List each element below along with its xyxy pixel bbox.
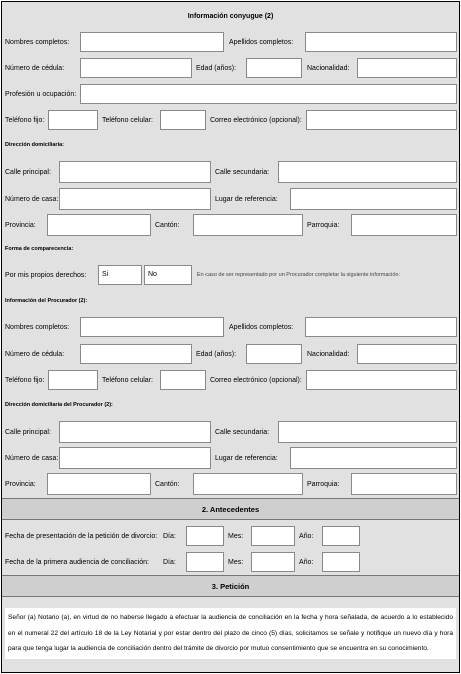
spouse-profession-row [2, 82, 459, 106]
attorney-main-street-label: Calle principal: [5, 428, 51, 436]
spouse-canton-label: Cantón: [155, 221, 180, 229]
attorney-phone-label: Teléfono fijo: [5, 376, 45, 384]
hearing-year-input[interactable] [322, 552, 360, 572]
attorney-house-input[interactable] [59, 447, 211, 469]
spouse-main-street-input[interactable] [59, 161, 211, 183]
divorce-form [1, 1, 460, 673]
appearance-title: Forma de comparecencia: [5, 246, 74, 252]
hearing-date-row [2, 550, 459, 574]
no-label: No [148, 271, 157, 278]
hearing-day-input[interactable] [186, 552, 224, 572]
spouse-section-title: Información conyugue (2) [187, 12, 274, 20]
attorney-id-row [2, 342, 459, 366]
attorney-surnames-input[interactable] [305, 317, 457, 337]
attorney-parish-input[interactable] [351, 473, 457, 495]
spouse-email-input[interactable] [306, 110, 457, 130]
spouse-location-row [2, 212, 459, 238]
petition-year-input[interactable] [322, 526, 360, 546]
attorney-streets-row [2, 419, 459, 445]
attorney-canton-input[interactable] [193, 473, 303, 495]
spouse-streets-row [2, 159, 459, 185]
attorney-age-input[interactable] [246, 344, 302, 364]
spouse-email-label: Correo electrónico (opcional): [210, 116, 302, 124]
attorney-phone-input[interactable] [48, 370, 98, 390]
hearing-month-label: Mes: [228, 558, 244, 566]
spouse-house-label: Número de casa: [5, 195, 58, 203]
spouse-profession-label: Profesión u ocupación: [5, 90, 77, 98]
spouse-address-header [2, 135, 459, 155]
spouse-parish-label: Parroquia: [307, 221, 340, 229]
attorney-location-row [2, 471, 459, 497]
attorney-full-names-input[interactable] [80, 317, 224, 337]
attorney-province-input[interactable] [47, 473, 151, 495]
spouse-surnames-label: Apellidos completos: [229, 38, 294, 46]
spouse-nationality-input[interactable] [357, 58, 457, 78]
spouse-surnames-input[interactable] [305, 32, 457, 52]
yes-option[interactable] [98, 265, 142, 285]
attorney-mobile-input[interactable] [160, 370, 206, 390]
attorney-note: En caso de ser representado por un Procurador completar la siguiente información: [197, 272, 401, 278]
attorney-names-row [2, 315, 459, 339]
hearing-day-label: Día: [163, 558, 176, 566]
spouse-nationality-label: Nacionalidad: [307, 64, 350, 72]
spouse-reference-input[interactable] [290, 188, 457, 210]
spouse-house-row [2, 186, 459, 212]
attorney-contact-row [2, 368, 459, 392]
hearing-year-label: Año: [299, 558, 314, 566]
petition-day-label: Día: [163, 532, 176, 540]
attorney-surnames-label: Apellidos completos: [229, 323, 294, 331]
background-section-title: 2. Antecedentes [2, 498, 459, 520]
petition-date-row [2, 524, 459, 548]
attorney-email-label: Correo electrónico (opcional): [210, 376, 302, 384]
petition-day-input[interactable] [186, 526, 224, 546]
spouse-age-label: Edad (años): [196, 64, 237, 72]
spouse-full-names-label: Nombres completos: [5, 38, 70, 46]
attorney-house-label: Número de casa: [5, 454, 58, 462]
attorney-nationality-label: Nacionalidad: [307, 350, 350, 358]
spouse-id-label: Número de cédula: [5, 64, 65, 72]
attorney-address-header [2, 395, 459, 415]
spouse-province-input[interactable] [47, 214, 151, 236]
attorney-id-input[interactable] [80, 344, 192, 364]
attorney-main-street-input[interactable] [59, 421, 211, 443]
own-rights-label: Por mis propios derechos: [5, 271, 87, 279]
attorney-house-row [2, 445, 459, 471]
attorney-parish-label: Parroquia: [307, 480, 340, 488]
spouse-names-row [2, 30, 459, 54]
spouse-contact-row [2, 108, 459, 132]
attorney-secondary-street-input[interactable] [278, 421, 457, 443]
attorney-reference-label: Lugar de referencia: [215, 454, 278, 462]
attorney-full-names-label: Nombres completos: [5, 323, 70, 331]
spouse-main-street-label: Calle principal: [5, 168, 51, 176]
spouse-id-row [2, 56, 459, 80]
spouse-secondary-street-label: Calle secundaria: [215, 168, 270, 176]
attorney-province-label: Provincia: [5, 480, 36, 488]
spouse-parish-input[interactable] [351, 214, 457, 236]
attorney-reference-input[interactable] [290, 447, 457, 469]
hearing-month-input[interactable] [251, 552, 295, 572]
attorney-secondary-street-label: Calle secundaria: [215, 428, 270, 436]
petition-section-title: 3. Petición [2, 575, 459, 597]
petition-text: Señor (a) Notario (a), en virtud de no haberse llegado a efectuar la audiencia de conciliación en la fecha y hora señalada, de acuerdo a lo establecido en el numeral 22 del artículo 18 de la Ley Notarial y por estar dentro del plazo de cinco (5) días, solicitamos se señale y notifique un nuevo día y hora para que tenga lugar la audiencia de conciliación dentro del trámite de divorcio por mutuo consentimiento que se encuentra en su conocimiento. [5, 608, 456, 659]
spouse-age-input[interactable] [246, 58, 302, 78]
spouse-reference-label: Lugar de referencia: [215, 195, 278, 203]
spouse-canton-input[interactable] [193, 214, 303, 236]
attorney-address-title: Dirección domiciliaria del Procurador (2): [5, 402, 113, 408]
attorney-email-input[interactable] [306, 370, 457, 390]
spouse-address-title: Dirección domiciliaria: [5, 142, 64, 148]
spouse-house-input[interactable] [59, 188, 211, 210]
petition-date-label: Fecha de presentación de la petición de divorcio: [5, 532, 158, 540]
spouse-id-input[interactable] [80, 58, 192, 78]
petition-month-label: Mes: [228, 532, 244, 540]
spouse-section-header [2, 6, 459, 26]
spouse-mobile-label: Teléfono celular: [102, 116, 153, 124]
appearance-header [2, 239, 459, 259]
petition-year-label: Año: [299, 532, 314, 540]
attorney-mobile-label: Teléfono celular: [102, 376, 153, 384]
spouse-profession-input[interactable] [80, 84, 457, 104]
spouse-secondary-street-input[interactable] [278, 161, 457, 183]
spouse-mobile-input[interactable] [160, 110, 206, 130]
petition-month-input[interactable] [251, 526, 295, 546]
no-option[interactable] [144, 265, 192, 285]
yes-label: Si [102, 271, 109, 278]
hearing-date-label: Fecha de la primera audiencia de conciliación: [5, 558, 149, 566]
spouse-phone-label: Teléfono fijo: [5, 116, 45, 124]
spouse-phone-input[interactable] [48, 110, 98, 130]
spouse-province-label: Provincia: [5, 221, 36, 229]
attorney-age-label: Edad (años): [196, 350, 237, 358]
appearance-row [2, 263, 459, 287]
spouse-full-names-input[interactable] [80, 32, 224, 52]
attorney-section-header [2, 291, 459, 311]
attorney-section-title: Información del Procurador (2): [5, 298, 88, 304]
attorney-canton-label: Cantón: [155, 480, 180, 488]
attorney-nationality-input[interactable] [357, 344, 457, 364]
attorney-id-label: Número de cédula: [5, 350, 65, 358]
